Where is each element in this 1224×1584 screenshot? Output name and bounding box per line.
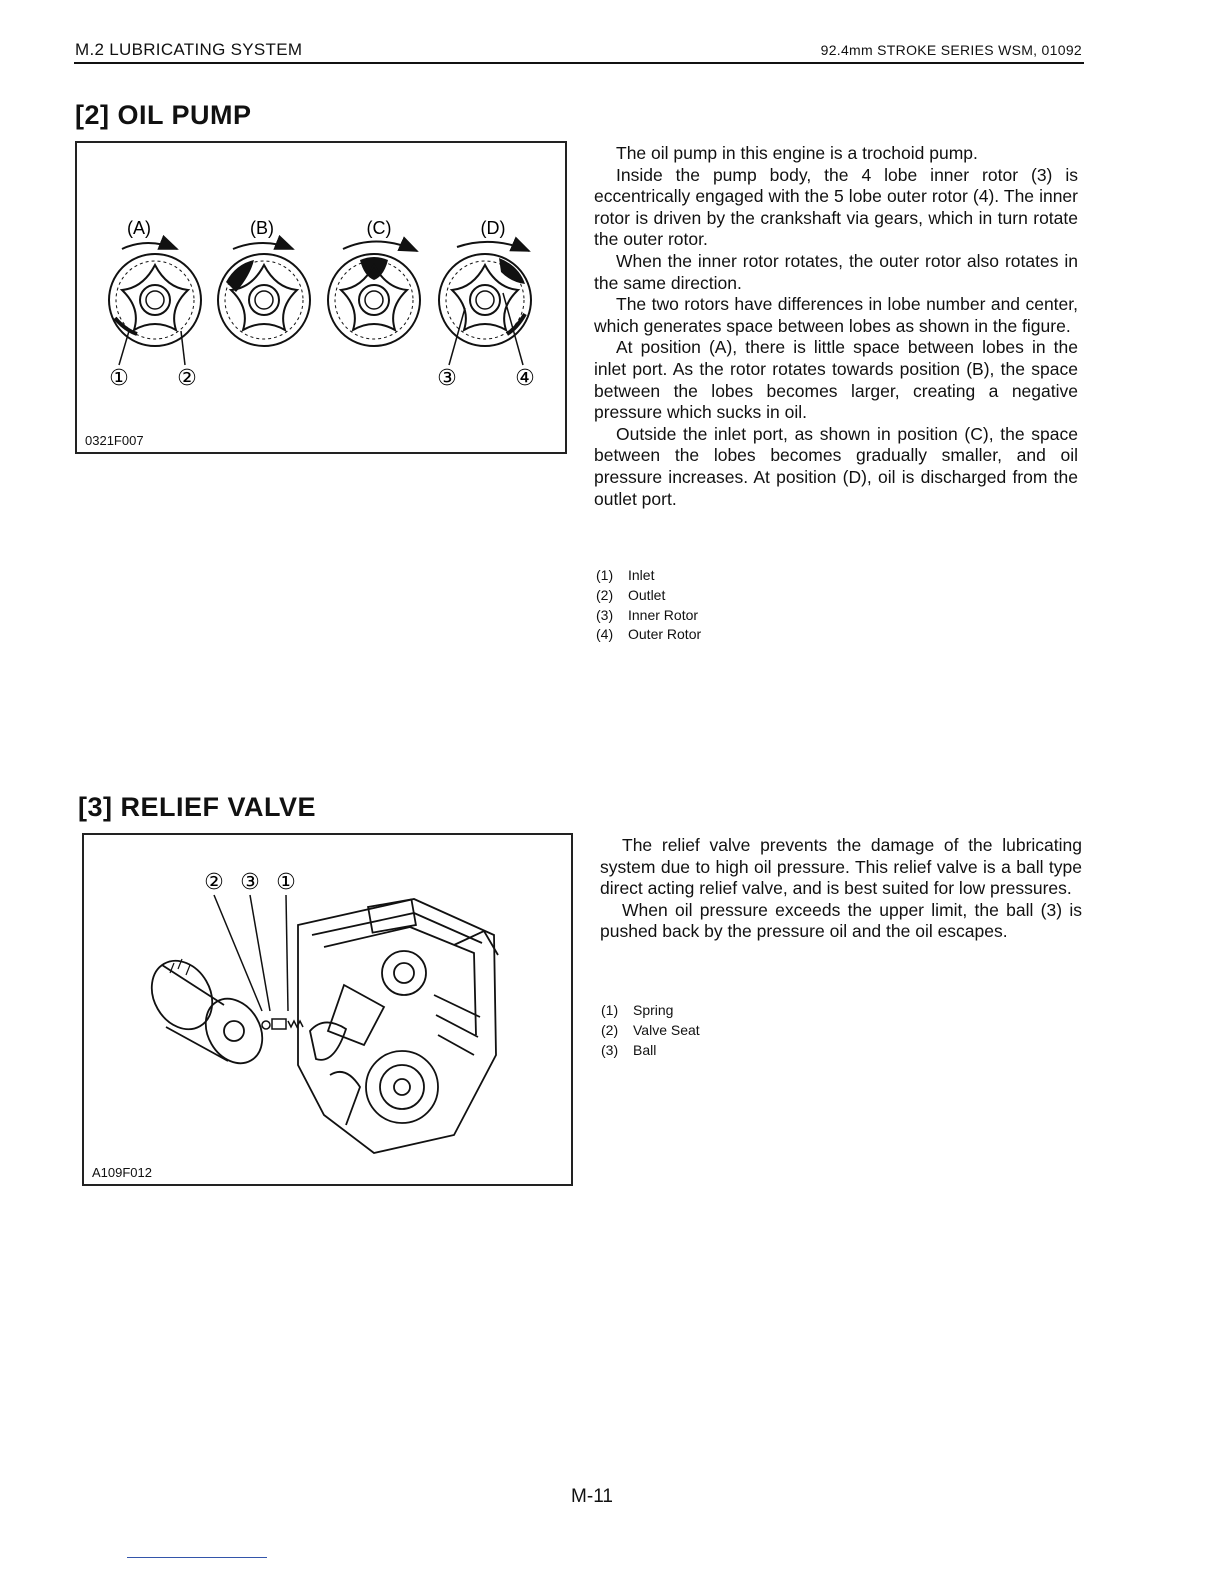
relief-valve-title: [3] RELIEF VALVE [78,792,317,822]
relief-valve-diagram [84,835,571,1184]
oil-pump-figure-code: 0321F007 [85,433,144,448]
label-c: (C) [366,218,392,238]
rotation-arrow-c [343,241,417,251]
relief-valve-paragraph: The relief valve prevents the damage of the lubricating system due to high oil pressure. This relief valve is a ball type direct acting relief valve, and is best suited for low pressures. [600,835,1082,899]
callout-1: ① [109,366,129,391]
callout-3: ③ [437,366,457,391]
relief-valve-figure-code: A109F012 [92,1165,152,1180]
relief-valve-legend [601,1001,700,1060]
relief-valve-description [600,835,1082,943]
oil-pump-legend [596,566,701,645]
oil-pump-figure [75,141,567,454]
rotation-arrow-d [457,242,529,251]
rotation-arrow-b [233,243,293,249]
callout-2: ② [177,366,197,391]
rotation-arrow-a [122,243,177,249]
callout-4: ④ [515,366,535,391]
oil-filter [140,950,274,1074]
manual-reference: 92.4mm STROKE SERIES WSM, 01092 [820,42,1082,58]
oil-pump-paragraph: The two rotors have differences in lobe number and center, which generates space between lobes as shown in the figure. [594,294,1078,336]
relief-valve-assembly [262,1019,303,1029]
page-number: M-11 [571,1486,613,1507]
rotor-d [439,254,531,346]
engine-block [298,899,498,1153]
legend-item: (3) Inner Rotor [596,606,699,623]
label-b: (B) [250,218,274,238]
legend-item: (4) Outer Rotor [596,626,702,643]
rotor-a [109,254,201,346]
oil-pump-paragraph: Inside the pump body, the 4 lobe inner rotor (3) is eccentrically engaged with the 5 lobe outer rotor (4). The inner rotor is driven by the crankshaft via gears, which in turn rotate the outer rotor. [594,164,1078,250]
oil-pump-paragraph: At position (A), there is little space between lobes in the inlet port. As the rotor rotates towards position (B), the space between the lobes becomes larger, creating a negative pressure which sucks in oil. [594,337,1078,423]
legend-item: (2) Outlet [596,586,666,603]
legend-item: (1) Spring [601,1002,674,1018]
relief-valve-paragraph: When oil pressure exceeds the upper limit, the ball (3) is pushed back by the pressure oil and the oil escapes. [600,899,1082,942]
oil-pump-title: [2] OIL PUMP [75,100,252,130]
oil-pump-paragraph: The oil pump in this engine is a trochoid pump. [616,143,978,163]
label-a: (A) [127,218,151,238]
legend-item: (1) Inlet [596,567,655,583]
header-divider [74,62,1084,64]
oil-pump-diagram [77,143,565,452]
oil-pump-description [594,143,1078,510]
oil-pump-paragraph: Outside the inlet port, as shown in position (C), the space between the lobes becomes gradually smaller, and oil pressure increases. At position (D), oil is discharged from the outlet port. [594,423,1078,509]
callout-2: ② [204,870,224,895]
rotor-c [328,254,420,346]
footer-rule [127,1557,267,1558]
label-d: (D) [480,218,506,238]
rotor-b [218,254,310,346]
relief-valve-figure [82,833,573,1186]
legend-item: (3) Ball [601,1041,657,1058]
oil-pump-paragraph: When the inner rotor rotates, the outer rotor also rotates in the same direction. [594,250,1078,293]
section-header: M.2 LUBRICATING SYSTEM [75,40,303,59]
legend-item: (2) Valve Seat [601,1021,700,1038]
callout-3: ③ [240,870,260,895]
callout-1: ① [276,870,296,895]
